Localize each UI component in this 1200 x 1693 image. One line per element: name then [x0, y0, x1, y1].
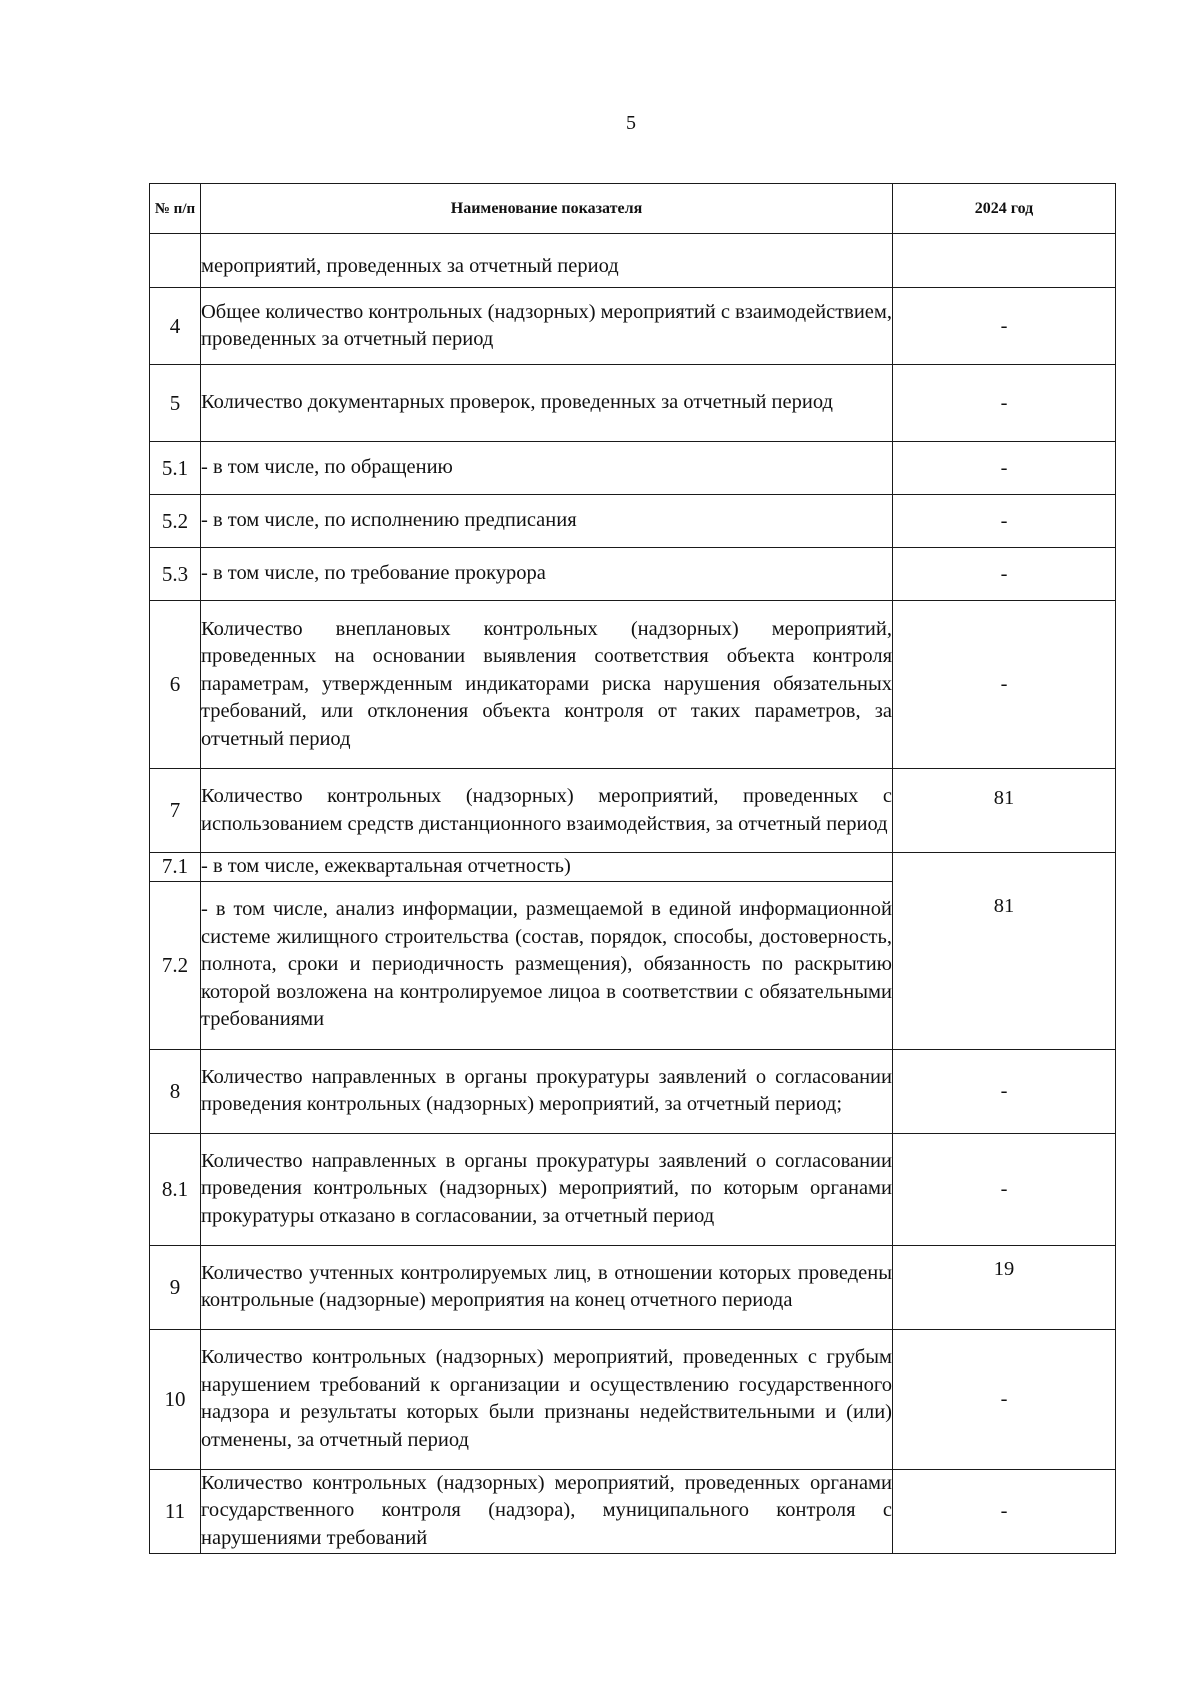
row-indicator-name: - в том числе, анализ информации, размещаемой в единой информационной системе жилищного строительства (состав, порядок, способы, достоверность, полнота, сроки и периодичность размещения), обязанность по раскрытию которой возложена на контролируемое лицоа в соответствии с обязательными требованиями: [201, 881, 893, 1049]
table-row: [150, 548, 1116, 601]
header-indicator-name: Наименование показателя: [201, 184, 893, 234]
table-row: [150, 1133, 1116, 1245]
row-value: -: [893, 1469, 1116, 1553]
row-number: [150, 234, 201, 288]
table-row: [150, 601, 1116, 769]
table-row: [150, 288, 1116, 365]
row-number: 7.2: [150, 881, 201, 1049]
row-number: 7: [150, 769, 201, 853]
row-value: -: [893, 1049, 1116, 1133]
row-number: 5.3: [150, 548, 201, 601]
row-indicator-name: - в том числе, по требование прокурора: [201, 548, 893, 601]
table-row: [150, 1049, 1116, 1133]
row-value: -: [893, 288, 1116, 365]
table-row: [150, 234, 1116, 288]
row-number: 6: [150, 601, 201, 769]
row-indicator-name: Общее количество контрольных (надзорных) мероприятий с взаимодействием, проведенных за отчетный период: [201, 288, 893, 365]
row-indicator-name: Количество направленных в органы прокуратуры заявлений о согласовании проведения контрольных (надзорных) мероприятий, за отчетный период;: [201, 1049, 893, 1133]
table-row: [150, 853, 1116, 882]
table-row: [150, 1469, 1116, 1553]
row-number: 5.1: [150, 442, 201, 495]
row-indicator-name: - в том числе, ежеквартальная отчетность): [201, 853, 893, 882]
row-value: -: [893, 365, 1116, 442]
row-number: 10: [150, 1329, 201, 1469]
row-number: 5.2: [150, 495, 201, 548]
row-value: -: [893, 1133, 1116, 1245]
row-value: -: [893, 548, 1116, 601]
row-value: 81: [893, 853, 1116, 1050]
row-indicator-name: мероприятий, проведенных за отчетный период: [201, 234, 893, 288]
row-value: -: [893, 495, 1116, 548]
row-indicator-name: - в том числе, по обращению: [201, 442, 893, 495]
row-value: [893, 234, 1116, 288]
row-value: 81: [893, 769, 1116, 853]
row-value: -: [893, 442, 1116, 495]
row-indicator-name: Количество направленных в органы прокуратуры заявлений о согласовании проведения контрольных (надзорных) мероприятий, по которым органами прокуратуры отказано в согласовании, за отчетный период: [201, 1133, 893, 1245]
row-indicator-name: Количество контрольных (надзорных) мероприятий, проведенных с грубым нарушением требований к организации и осуществлению государственного надзора и результаты которых были признаны недействительными и (или) отменены, за отчетный период: [201, 1329, 893, 1469]
table-row: [150, 1329, 1116, 1469]
row-number: 8.1: [150, 1133, 201, 1245]
row-number: 7.1: [150, 853, 201, 882]
table-header-row: [150, 184, 1116, 234]
row-indicator-name: Количество учтенных контролируемых лиц, в отношении которых проведены контрольные (надзорные) мероприятия на конец отчетного периода: [201, 1245, 893, 1329]
page-number: 5: [626, 112, 636, 134]
table-row: [150, 442, 1116, 495]
table-row: [150, 1245, 1116, 1329]
indicators-table: [149, 183, 1116, 1554]
row-indicator-name: - в том числе, по исполнению предписания: [201, 495, 893, 548]
row-number: 5: [150, 365, 201, 442]
table-row: [150, 769, 1116, 853]
row-value: -: [893, 1329, 1116, 1469]
row-indicator-name: Количество контрольных (надзорных) мероприятий, проведенных с использованием средств дистанционного взаимодействия, за отчетный период: [201, 769, 893, 853]
row-indicator-name: Количество документарных проверок, проведенных за отчетный период: [201, 365, 893, 442]
header-number: № п/п: [150, 184, 201, 234]
row-number: 9: [150, 1245, 201, 1329]
row-value: -: [893, 601, 1116, 769]
row-number: 4: [150, 288, 201, 365]
row-value: 19: [893, 1245, 1116, 1329]
row-indicator-name: Количество контрольных (надзорных) мероприятий, проведенных органами государственного контроля (надзора), муниципального контроля с нарушениями требований: [201, 1469, 893, 1553]
row-number: 8: [150, 1049, 201, 1133]
row-indicator-name: Количество внеплановых контрольных (надзорных) мероприятий, проведенных на основании выявления соответствия объекта контроля параметрам, утвержденным индикаторами риска нарушения обязательных требований, или отклонения объекта контроля от таких параметров, за отчетный период: [201, 601, 893, 769]
table-row: [150, 365, 1116, 442]
row-number: 11: [150, 1469, 201, 1553]
header-year: 2024 год: [893, 184, 1116, 234]
table-row: [150, 495, 1116, 548]
